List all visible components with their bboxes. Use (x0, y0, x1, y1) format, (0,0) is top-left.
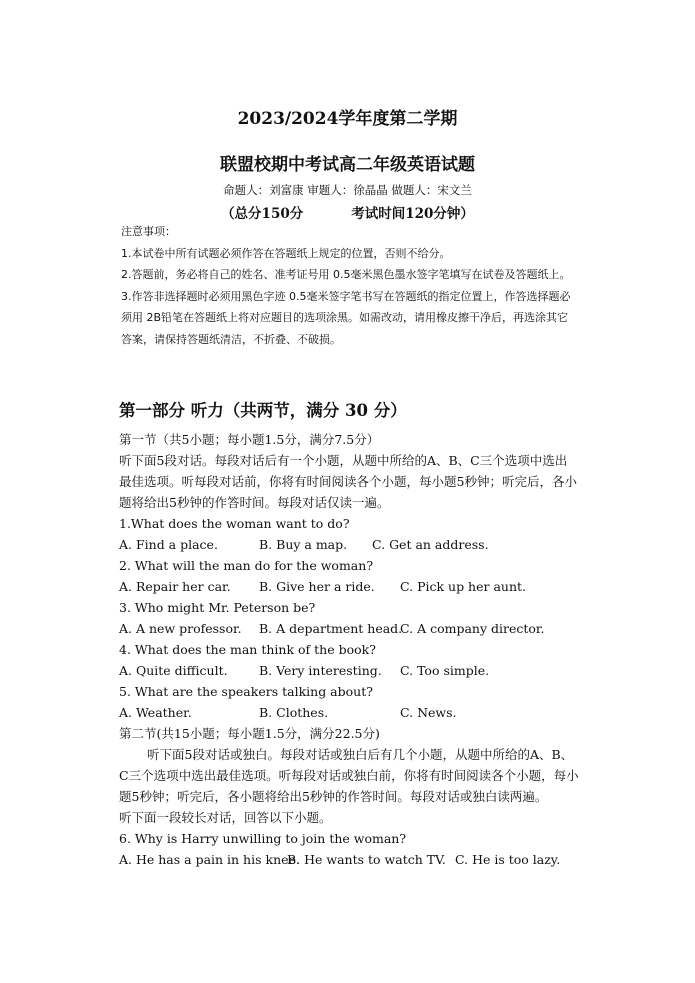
option-b: B. Buy a map. (259, 537, 348, 552)
section2-prompt: 听下面一段较长对话，回答以下小题。 (119, 810, 332, 825)
question-stem: 5. What are the speakers talking about? (119, 684, 373, 699)
exam-totals (0, 202, 695, 222)
notice-item: 2.答题前，务必将自己的姓名、准考证号用 0.5毫米黑色墨水签字笔填写在试卷及答题纸上。 (121, 268, 571, 281)
option-b: B. Clothes. (259, 705, 329, 720)
option-c: C. News. (400, 705, 457, 720)
question-stem: 4. What does the man think of the book? (119, 642, 376, 657)
total-score: （总分150分 (221, 206, 304, 222)
exam-setters: 命题人：刘富康 审题人：徐晶晶 做题人：宋文兰 (223, 183, 472, 197)
option-a: A. Weather. (119, 705, 192, 720)
option-c: C. Pick up her aunt. (400, 579, 526, 594)
part1-body (119, 429, 579, 870)
section2-title: 第二节(共15小题；每小题1.5分，满分22.5分) (119, 726, 380, 741)
exam-title: 联盟校期中考试高二年级英语试题 (220, 155, 475, 175)
notice-heading: 注意事项： (121, 225, 176, 238)
option-b: B. He wants to watch TV. (287, 852, 446, 867)
question-options (119, 534, 579, 555)
option-a: A. A new professor. (119, 621, 242, 636)
question-stem: 6. Why is Harry unwilling to join the woman? (119, 831, 407, 846)
option-c: C. He is too lazy. (455, 852, 561, 867)
notice-block (121, 221, 571, 350)
section1-instructions: 听下面5段对话。每段对话后有一个小题，从题中所给的A、B、C三个选项中选出最佳选项。听每段对话前，你将有时间阅读各个小题，每小题5秒钟；听完后，各小题将给出5秒钟的作答时间。每段对话仅读一遍。 (119, 453, 577, 510)
option-b: B. Very interesting. (259, 663, 382, 678)
question-stem: 1.What does the woman want to do? (119, 516, 350, 531)
total-time: 考试时间120分钟） (351, 206, 474, 222)
question-stem: 3. Who might Mr. Peterson be? (119, 600, 316, 615)
question-options (119, 702, 579, 723)
option-a: A. Repair her car. (119, 579, 231, 594)
question-options (119, 849, 579, 870)
option-c: C. Too simple. (400, 663, 490, 678)
question-options (119, 618, 579, 639)
option-b: B. Give her a ride. (259, 579, 375, 594)
option-a: A. Quite difficult. (119, 663, 228, 678)
question-options (119, 660, 579, 681)
option-c: C. A company director. (400, 621, 545, 636)
option-a: A. Find a place. (119, 537, 218, 552)
question-stem: 2. What will the man do for the woman? (119, 558, 374, 573)
option-b: B. A department head. (259, 621, 403, 636)
notice-item: 1.本试卷中所有试题必须作答在答题纸上规定的位置，否则不给分。 (121, 246, 451, 260)
notice-item: 3.作答非选择题时必须用黑色字迹 0.5毫米签字笔书写在答题纸的指定位置上，作答选择题必须用 2B铅笔在答题纸上将对应题目的选项涂黑。如需改动，请用橡皮擦干净后，再选涂其它答案，请保持答题纸清洁，不折叠、不破损。 (121, 289, 571, 346)
question-options (119, 576, 579, 597)
option-c: C. Get an address. (372, 537, 489, 552)
part1-title: 第一部分 听力（共两节，满分 30 分） (119, 401, 407, 420)
exam-term-title: 2023/2024学年度第二学期 (237, 109, 458, 129)
option-a: A. He has a pain in his knee. (119, 852, 300, 867)
section2-instructions: 听下面5段对话或独白。每段对话或独白后有几个小题，从题中所给的A、B、C三个选项中选出最佳选项。听每段对话或独白前，你将有时间阅读各个小题，每小题5秒钟；听完后，各小题将给出5秒钟的作答时间。每段对话或独白读两遍。 (119, 747, 579, 804)
section1-title: 第一节（共5小题；每小题1.5分，满分7.5分） (119, 432, 380, 447)
